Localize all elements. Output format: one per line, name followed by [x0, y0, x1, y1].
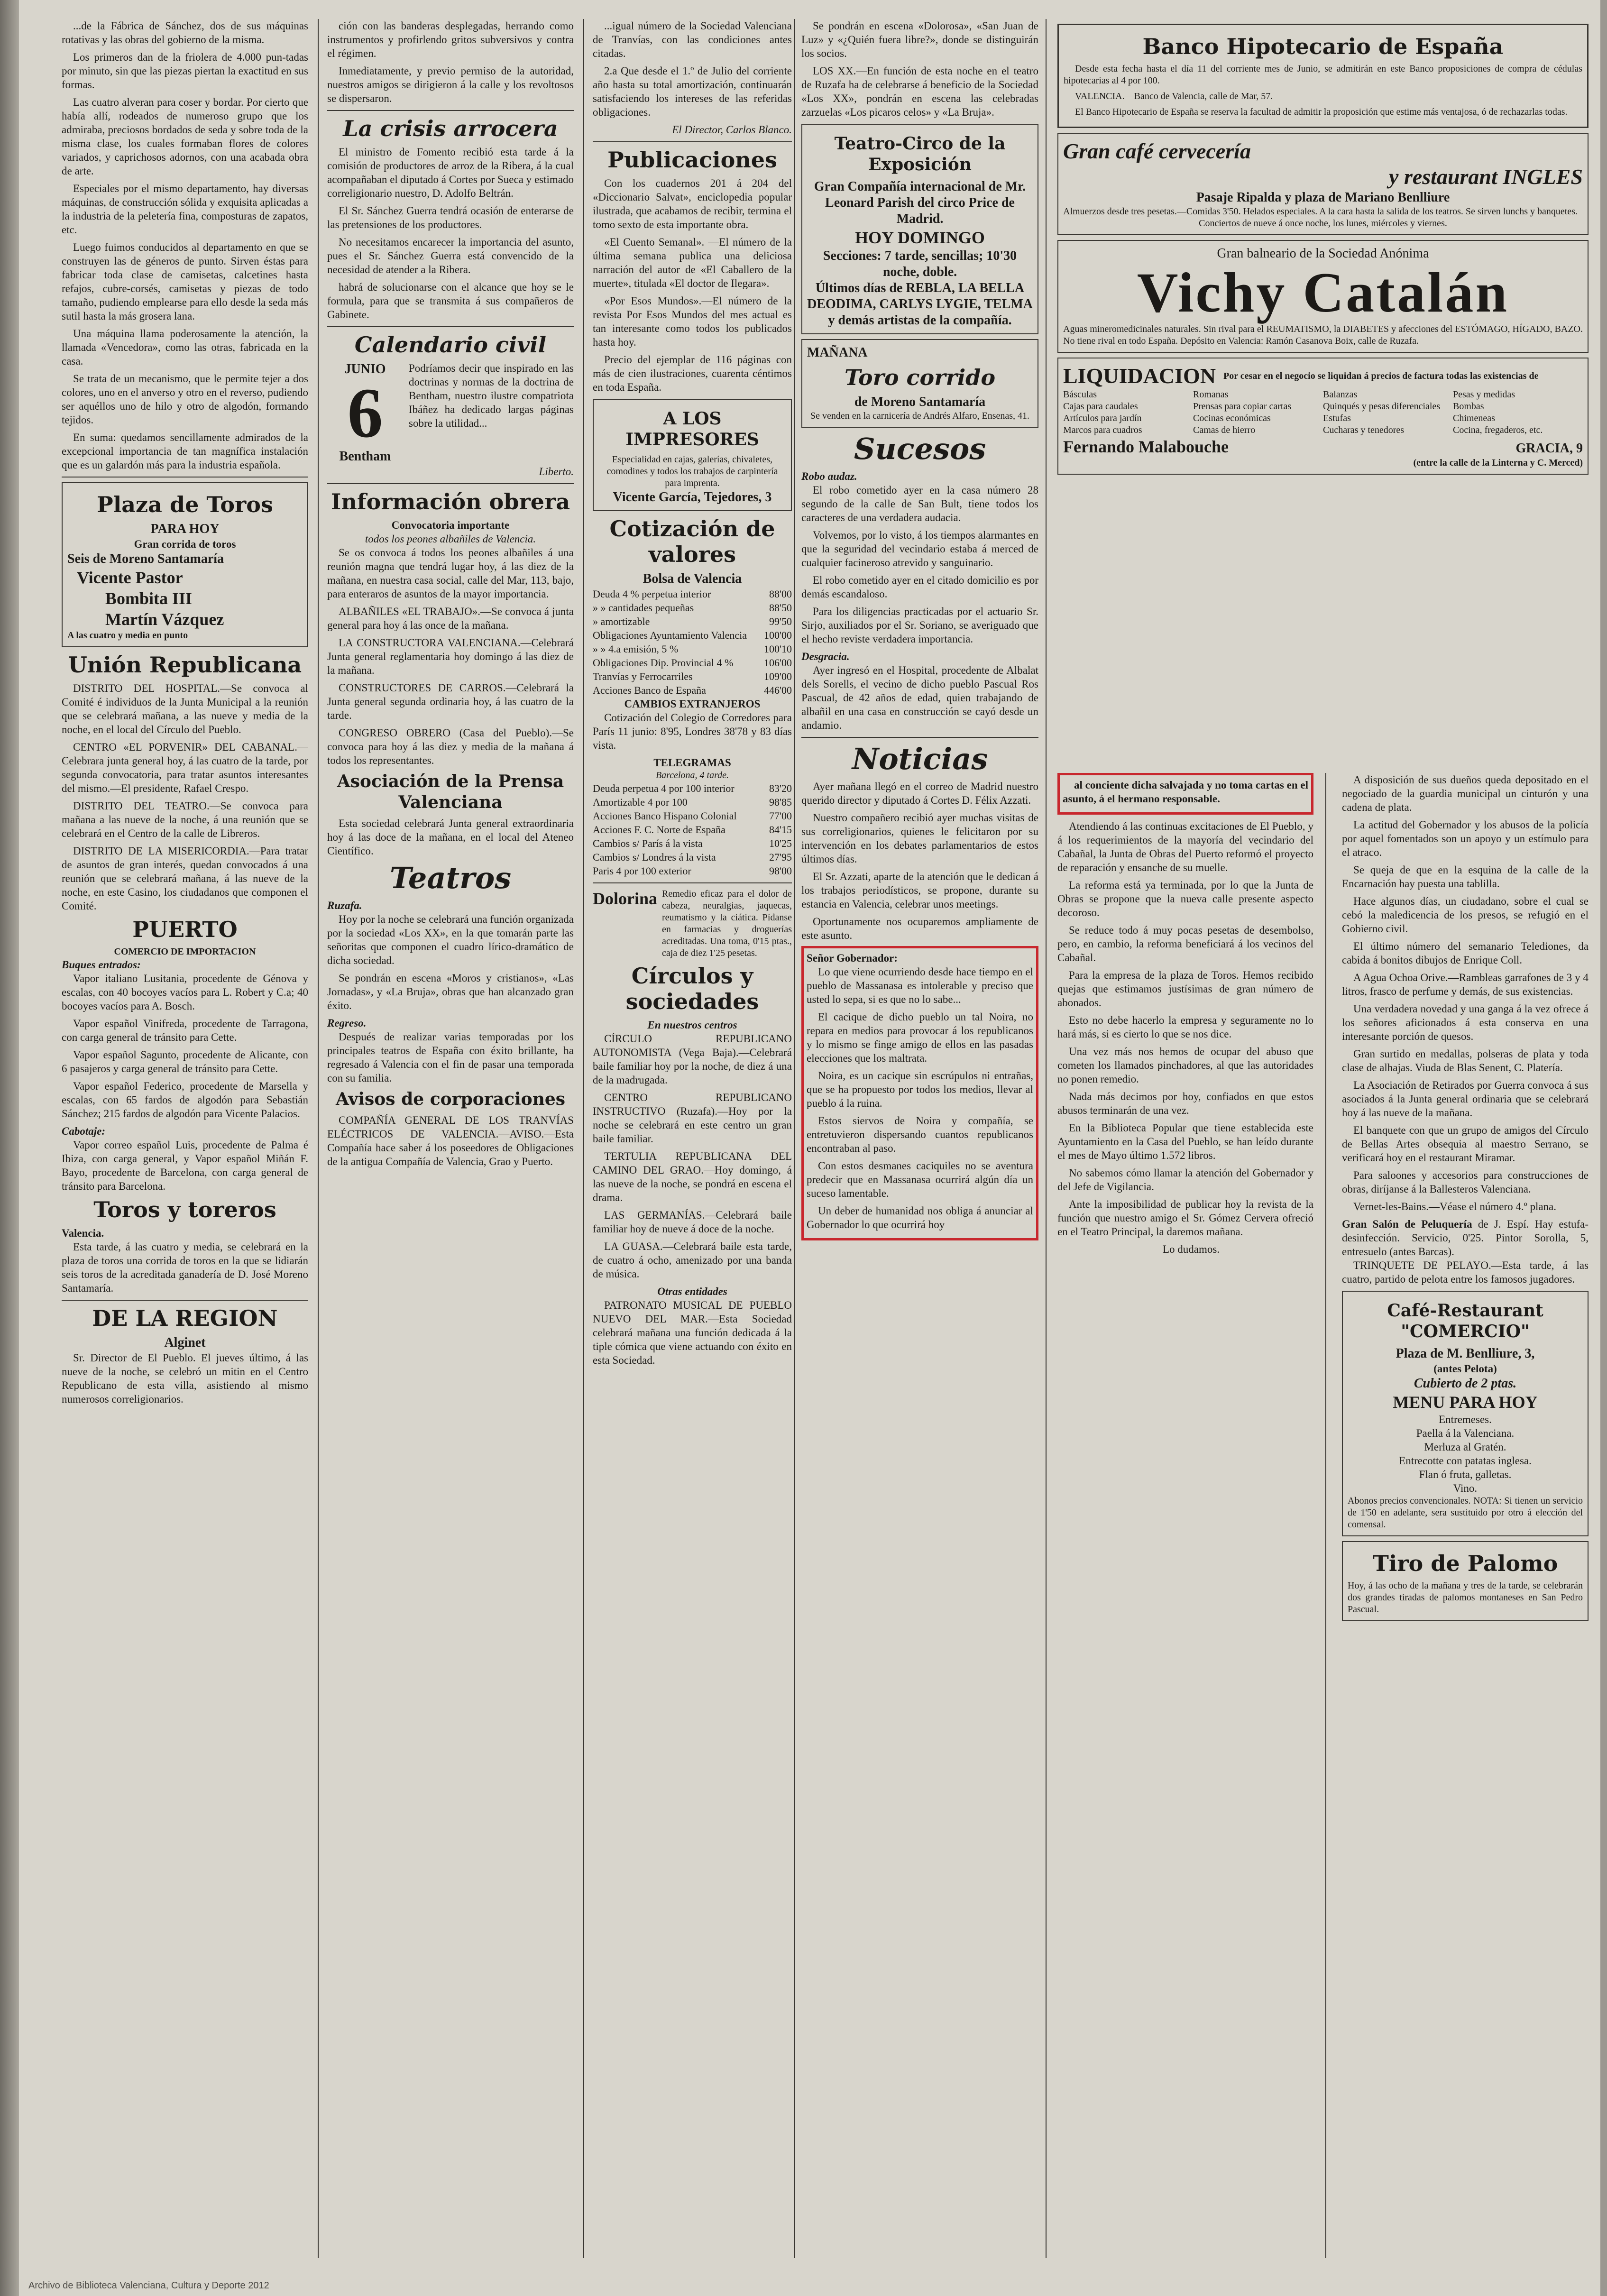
divider [327, 483, 574, 484]
row-label: Deuda perpetua 4 por 100 interior [593, 782, 735, 794]
section-heading: Asociación de la Prensa Valenciana [337, 771, 564, 812]
paragraph: CONSTRUCTORES DE CARROS.—Celebrará la Junta general segunda ordinaria hoy, á las cuatro de la tarde. [327, 682, 574, 721]
paragraph: Después de realizar varias temporadas por los principales teatros de España con éxito brillante, ha regresado á Valencia con el fin de pasar una temporada con su familia. [327, 1031, 574, 1084]
row-value: 100'10 [764, 643, 792, 655]
column-5 [1057, 773, 1313, 2258]
paragraph: Una vez más nos hemos de ocupar del abuso que cometen los llamados pinchadores, al que las autoridades no ponen remedio. [1057, 1046, 1313, 1085]
ad-address: Pasaje Ripalda y plaza de Mariano Benlliure [1196, 190, 1450, 205]
table-row [593, 670, 792, 683]
section-subheading: Valencia. [62, 1227, 104, 1239]
calendar-block [327, 361, 574, 465]
ad-bulls: Seis de Moreno Santamaría [67, 551, 224, 566]
paragraph: DISTRITO DE LA MISERICORDIA.—Para tratar de asuntos de gran interés, quedan convocados á una reunión que se celebrará mañana, á las nueve de la noche, en este Casino, los ciudadanos que componen el Comité. [62, 845, 308, 912]
row-value: 77'00 [769, 810, 792, 822]
ad-text: Se venden en la carnicería de Andrés Alfaro, Ensenas, 41. [810, 411, 1030, 421]
ad-text: Aguas mineromedicinales naturales. Sin rival para el REUMATISMO, la DIABETES y afecciones del ESTÓMAGO, HÍGADO, BAZO. No tiene rival en todo España. Depósito en Valencia: Ramón Casanova Boix, calle de Ruzafa. [1063, 324, 1583, 346]
paragraph: Ayer mañana llegó en el correo de Madrid nuestro querido director y diputado á Cortes D. Félix Azzati. [801, 781, 1038, 806]
paragraph: Hoy por la noche se celebrará una función organizada por la sociedad «Los XX», en la que tomarán parte las señoritas que componen el cuadro lírico-dramático de dicha sociedad. [327, 913, 574, 966]
signature: Liberto. [539, 466, 574, 478]
paragraph: TERTULIA REPUBLICANA DEL CAMINO DEL GRAO.—Hoy domingo, á las nueve de la noche, se pondrá en escena el drama. [593, 1150, 792, 1203]
paragraph: Sr. Director de El Pueblo. El jueves último, á las nueve de la noche, se celebró un mitin en el Centro Republicano de esta villa, asistiendo al mismo numerosos correligionarios. [62, 1352, 308, 1405]
section-heading: Sucesos [854, 432, 986, 466]
paragraph: Una verdadera novedad y una ganga á la vez ofrece á los señores aficionados á esta conserva en una interesante porción de quesos. [1342, 1003, 1589, 1042]
ad-sub: de Moreno Santamaría [854, 395, 986, 409]
paragraph: El último número del semanario Telediones, da cabida á bonitos dibujos de Enrique Coll. [1342, 940, 1589, 966]
tiro-palomo-ad [1342, 1541, 1589, 1621]
row-label: Cambios s/ París á la vista [593, 837, 703, 849]
liquidacion-items [1063, 389, 1583, 436]
table-row [593, 656, 792, 670]
paragraph: Vapor italiano Lusitania, procedente de Génova y escalas, con 40 bocoyes vacíos para L. Robert y C.a; 40 bocoyes vacíos para A. Bosch. [62, 973, 308, 1012]
paragraph: El cacique de dicho pueblo un tal Noira, no repara en medios para provocar á los republicanos y lo mismo se finge amigo de ellos en las pasadas elecciones que los maltrata. [807, 1011, 1033, 1064]
table-row [593, 615, 792, 628]
section-heading: Noticias [852, 742, 988, 776]
row-value: 88'50 [769, 602, 792, 614]
paragraph: ...de la Fábrica de Sánchez, dos de sus máquinas rotativas y las obras del gobierno de la misma. [62, 20, 308, 46]
calendar-day: 6 [347, 374, 383, 452]
ad-heading: LIQUIDACION [1063, 364, 1216, 388]
paragraph: LA CONSTRUCTORA VALENCIANA.—Celebrará Junta general reglamentaria hoy domingo á las diez de la mañana. [327, 637, 574, 676]
row-value: 10'25 [769, 837, 792, 849]
paragraph: CONGRESO OBRERO (Casa del Pueblo).—Se convoca para hoy á las diez y media de la mañana á todos los representantes. [327, 727, 574, 766]
paragraph: Se os convoca á todos los peones albañiles á una reunión magna que tendrá lugar hoy, á las diez de la mañana, en nuestra casa social, calle del Mar, 113, bajo, para enteraros de asuntos de la mayor importancia. [327, 547, 574, 600]
ad-heading: Café-Restaurant "COMERCIO" [1387, 1301, 1543, 1341]
section-heading: Círculos y sociedades [625, 963, 759, 1014]
ad-desc: Gran corrida de toros [134, 538, 236, 550]
list-item: Camas de hierro [1193, 425, 1256, 435]
paragraph: Ante la imposibilidad de publicar hoy la revista de la función que nuestro amigo el Sr. Gómez Cervera ofreció en el Teatro Principal, la daremos mañana. [1057, 1198, 1313, 1238]
ad-heading: Tiro de Palomo [1372, 1551, 1558, 1576]
list-item: Bombas [1453, 401, 1484, 412]
table-row [593, 850, 792, 864]
paragraph: ...igual número de la Sociedad Valenciana de Tranvías, con las condiciones antes citadas. [593, 20, 792, 59]
toro-corrido-ad [801, 339, 1038, 428]
paragraph: TRINQUETE DE PELAYO.—Esta tarde, á las cuatro, partido de pelota entre los famosos jugadores. [1342, 1259, 1589, 1285]
table-row [593, 809, 792, 823]
section-heading: Teatros [389, 861, 512, 895]
paragraph: Se pondrán en escena «Moros y cristianos», «Las Jornadas», y «La Bruja», obras que han alcanzado gran éxito. [327, 972, 574, 1011]
paragraph: Vernet-les-Bains.—Véase el número 4.º plana. [1353, 1201, 1557, 1212]
column-2 [327, 19, 574, 2258]
section-heading: Cotización de valores [609, 516, 775, 567]
paragraph: Vapor español Vinifreda, procedente de Tarragona, con carga general de tránsito para Cette. [62, 1018, 308, 1043]
ad-address: GRACIA, 9 [1515, 441, 1583, 456]
table-row [593, 781, 792, 795]
row-value: 98'00 [769, 865, 792, 877]
row-label: Acciones F. C. Norte de España [593, 824, 725, 836]
cafe-ingles-ad [1057, 133, 1589, 235]
list-item: Romanas [1193, 389, 1229, 400]
row-label: Paris 4 por 100 exterior [593, 865, 691, 877]
column-1 [62, 19, 308, 2258]
cafe-comercio-ad [1342, 1291, 1589, 1536]
menu-label: Entremeses. [1439, 1414, 1492, 1425]
divider [593, 882, 792, 883]
paragraph: Atendiendo á las continuas excitaciones de El Pueblo, y á los requerimientos de la mayoría del vecindario del Cabañal, la Junta de Obras del Puerto reformó el proyecto de reparación y ensanche de su muelle. [1057, 820, 1313, 873]
divider [327, 326, 574, 327]
ad-lead: Por cesar en el negocio se liquidan á precios de factura todas las existencias de [1223, 370, 1539, 381]
divider [593, 141, 792, 142]
calendar-month: JUNIO [344, 362, 386, 377]
liquidacion-ad [1057, 358, 1589, 475]
menu-heading: MENU PARA HOY [1393, 1393, 1538, 1412]
paragraph: Una máquina llama poderosamente la atención, la llamada «Vencedora», como las otras, fabricada en la casa. [62, 328, 308, 367]
label: Desgracia. [801, 651, 850, 662]
ad-heading: Gran Salón de Peluquería [1342, 1218, 1472, 1230]
paragraph: Ayer ingresó en el Hospital, procedente de Albalat dels Sorells, el vecino de dicho pueblo Pascual Ros Pascual, de 42 años de edad, quien trabajando de albañil en una casa en construcción se cayó desde un andamio. [801, 664, 1038, 731]
paragraph: Especiales por el mismo departamento, hay diversas máquinas, de construcción sólida y exquisita aplicadas a la industria de la peletería fina, composturas de zapatos, etc. [62, 183, 308, 236]
column-rule [1325, 773, 1326, 2258]
ad-text: Desde esta fecha hasta el día 11 del corriente mes de Junio, se admitirán en este Banco proposiciones de compra de cédulas hipotecarias al 4 por 100. [1064, 64, 1582, 86]
lead: todos los peones albañiles de Valencia. [365, 533, 536, 545]
divider [62, 477, 308, 478]
paragraph: Para los diligencias practicadas por el actuario Sr. Sirjo, auxiliados por el Sr. Soriano, se averiguado que el hecho reviste verdadera importancia. [801, 606, 1038, 645]
list-item: Marcos para cuadros [1063, 425, 1142, 435]
ad-heading: Plaza de Toros [97, 492, 273, 517]
paragraph: No sabemos cómo llamar la atención del Gobernador y del Jefe de Vigilancia. [1057, 1167, 1313, 1193]
row-value: 84'15 [769, 824, 792, 836]
table-row [593, 587, 792, 601]
section-heading: Publicaciones [607, 147, 777, 173]
paragraph: Lo que viene ocurriendo desde hace tiempo en el pueblo de Massanasa es intolerable y preciso que usted lo sepa, si es que no lo sabe... [807, 966, 1033, 1005]
paragraph: Estos siervos de Noira y compañía, se entretuvieron dispersando cuantos republicanos encontraban al paso. [807, 1115, 1033, 1154]
ad-heading: Dolorina [593, 889, 658, 908]
paragraph: Luego fuimos conducidos al departamento en que se construyen las de géneros de punto. Sirven éstas para fabricar toda clase de camisetas, calcetines hasta refajos, cubre-corsés, camisetas y piezas de todo tamaño, pudiendo emplearse para ello desde la seda más sutil hasta la más grosera lana. [62, 241, 308, 322]
paragraph: La Asociación de Retirados por Guerra convoca á sus asociados á la Junta general ordinaria que se celebrará hoy á las nueve de la mañana. [1342, 1079, 1589, 1119]
paragraph: Gran surtido en medallas, polseras de plata y toda clase de alhajas. Viuda de Blas Senent, C. Platería. [1342, 1048, 1589, 1074]
ad-address: Plaza de M. Benlliure, 3, [1396, 1346, 1535, 1361]
paragraph: LA GUASA.—Celebrará baile esta tarde, de cuatro á ocho, amenizado por una banda de música. [593, 1240, 792, 1280]
paragraph: No necesitamos encarecer la importancia del asunto, pues el Sr. Sánchez Guerra está convencido de la necesidad de atender a la Ribera. [327, 236, 574, 276]
plaza-toros-ad [62, 482, 308, 647]
row-label: » » 4.a emisión, 5 % [593, 643, 679, 655]
row-value: 27'95 [769, 851, 792, 863]
paragraph: Nuestro compañero recibió ayer muchas visitas de sus correligionarios, quienes le felicitaron por su intervención en los debates parlamentarios de estos últimos días. [801, 812, 1038, 865]
paragraph: A disposición de sus dueños queda depositado en el negociado de la guardia municipal un cinturón y una cadena de plata. [1342, 774, 1589, 813]
paragraph: CENTRO REPUBLICANO INSTRUCTIVO (Ruzafa).—Hoy por la noche se celebrará en este centro un gran baile familiar. [593, 1092, 792, 1145]
paragraph: Volvemos, por lo visto, á los tiempos alarmantes en que la seguridad del vecindario estaba á merced de cualquier facineroso atrevido y sanguinario. [801, 529, 1038, 569]
section-heading: PUERTO [132, 917, 238, 942]
list-item: Cucharas y tenedores [1323, 425, 1405, 435]
paragraph: CÍRCULO REPUBLICANO AUTONOMISTA (Vega Baja).—Celebrará baile familiar hoy por la noche, de diez á una de la madrugada. [593, 1033, 792, 1086]
bolsa-table [593, 587, 792, 697]
ad-heading: Gran café cervecería [1063, 139, 1251, 163]
ad-owner: Fernando Malabouche [1063, 437, 1229, 456]
ad-text: Especialidad en cajas, galerías, chivaletes, comodines y todos los trabajos de carpintería para imprenta. [606, 454, 778, 488]
letter-salutation: Señor Gobernador: [807, 952, 898, 964]
ad-pre: Gran balneario de la Sociedad Anónima [1217, 246, 1429, 261]
column-4 [801, 19, 1038, 2258]
row-value: 100'00 [764, 629, 792, 641]
ad-heading: Teatro-Circo de la Exposición [834, 134, 1006, 174]
paragraph: El Sr. Sánchez Guerra tendrá ocasión de enterarse de las pretensiones de los productores. [327, 205, 574, 230]
divider [327, 110, 574, 111]
paragraph: Se pondrán en escena «Dolorosa», «San Juan de Luz» y «¿Quién fuera libre?», donde se distinguirán los socios. [801, 20, 1038, 59]
highlighted-fragment [1057, 773, 1313, 815]
ad-heading: y restaurant INGLES [1389, 165, 1583, 189]
menu-item: Entrecotte con patatas inglesa. [1399, 1455, 1532, 1467]
ad-today: HOY DOMINGO [855, 228, 985, 247]
paragraph: El banquete con que un grupo de amigos del Círculo de Bellas Artes obsequia al maestro Serrano, se verificará hoy en el restaurant Miramar. [1342, 1124, 1589, 1164]
paragraph: 2.a Que desde el 1.º de Julio del corriente año hasta su total amortización, continuarán satisfaciendo los intereses de las referidas obligaciones. [593, 65, 792, 118]
table-row [593, 601, 792, 615]
ad-sessions: Secciones: 7 tarde, sencillas; 10'30 noche, doble. [823, 248, 1017, 279]
paragraph: Precio del ejemplar de 116 páginas con más de cien ilustraciones, cuarenta céntimos en toda España. [593, 354, 792, 393]
paragraph: Esto no debe hacerlo la empresa y seguramente no lo hará más, si es cierto lo que se nos dice. [1057, 1014, 1313, 1040]
table-row [593, 823, 792, 836]
table-row [593, 836, 792, 850]
row-label: » » cantidades pequeñas [593, 602, 694, 614]
newspaper-page [19, 0, 1600, 2296]
paragraph: Para la empresa de la plaza de Toros. Hemos recibido quejas que estimamos justísimas de gran número de abonados. [1057, 969, 1313, 1009]
paragraph: En la Biblioteca Popular que tiene establecida este Ayuntamiento en la Casa del Pueblo, se han leído durante el mes de Mayo último 1.572 libros. [1057, 1122, 1313, 1161]
ad-time: A las cuatro y media en punto [67, 630, 188, 641]
ad-sub: PARA HOY [150, 522, 220, 536]
paragraph: Esta sociedad celebrará Junta general extraordinaria hoy á las doce de la mañana, en el local del Ateneo Científico. [327, 817, 574, 857]
paragraph: La actitud del Gobernador y los abusos de la policía por aquel fomentados son un apoyo y un estímulo para el atraco. [1342, 819, 1589, 858]
column-rule [1046, 19, 1047, 2258]
row-label: Tranvías y Ferrocarriles [593, 670, 693, 682]
impresores-ad [593, 399, 792, 511]
ad-note: Abonos precios convencionales. NOTA: Si tienen un servicio de 1'50 en adelante, sera sustituido por otro á elección del comensal. [1348, 1496, 1583, 1530]
list-item: Estufas [1323, 413, 1351, 423]
matador-name: Martín Vázquez [105, 610, 224, 629]
menu-item: Merluza al Gratén. [1424, 1441, 1506, 1453]
ad-heading: Banco Hipotecario de España [1142, 34, 1504, 59]
section-subheading: Otras entidades [657, 1286, 727, 1297]
paragraph: Vapor correo español Luis, procedente de Palma é Ibiza, con carga general, y Vapor español Miñán F. Bayo, procedente de Barcelona, con carga general de tránsito para Barcelona. [62, 1139, 308, 1192]
ad-heading: Toro corrido [844, 365, 996, 390]
ad-text: Remedio eficaz para el dolor de cabeza, neuralgias, jaquecas, reumatismo y la ciática. Pídanse en farmacias y droguerías acreditadas. Una toma, 0'15 ptas., caja de diez 1'25 pesetas. [662, 889, 792, 958]
dateline: Barcelona, 4 tarde. [655, 770, 729, 781]
section-subheading: Bolsa de Valencia [643, 571, 742, 586]
row-label: » amortizable [593, 615, 650, 627]
intro-text [62, 19, 308, 472]
paragraph: DISTRITO DEL HOSPITAL.—Se convoca al Comité é individuos de la Junta Municipal a la reunión que se celebrará mañana, a las nueve y media de la noche, en el local del Círculo del Pueblo. [62, 682, 308, 735]
table-row [593, 683, 792, 697]
list-item: Cajas para caudales [1063, 401, 1138, 412]
list-item: Balanzas [1323, 389, 1358, 400]
paragraph: El Sr. Azzati, aparte de la atención que le dedican á los trabajos periodísticos, se propone, durante su estancia en Valencia, celebrar unos meetings. [801, 871, 1038, 910]
section-subheading: Convocatoria importante [391, 519, 510, 531]
paragraph: Con estos desmanes caciquiles no se aventura predecir que en Massanasa ocurrirá algún día un suceso lamentable. [807, 1160, 1033, 1199]
ad-between: (entre la calle de la Linterna y C. Merced) [1413, 458, 1583, 468]
liquidacion-top [1063, 363, 1583, 389]
paragraph: COMPAÑÍA GENERAL DE LOS TRANVÍAS ELÉCTRICOS DE VALENCIA.—AVISO.—Esta Compañía hace saber á los poseedores de Obligaciones de la antigua Compañía de Valencia, Grao y Puerto. [327, 1114, 574, 1167]
archive-credit: Archivo de Biblioteca Valenciana, Cultura y Deporte 2012 [28, 2280, 269, 2291]
calendar-saint: Bentham [339, 449, 391, 464]
telegramas-table [593, 781, 792, 878]
ad-address-note: (antes Pelota) [1433, 1363, 1497, 1375]
paragraph: Vapor español Sagunto, procedente de Alicante, con 6 pasajeros y carga general de tránsito para Cette. [62, 1049, 308, 1075]
list-item: Básculas [1063, 389, 1097, 400]
ad-artists: Últimos días de REBLA, LA BELLA DEODIMA, CARLYS LYGIE, TELMA y demás artistas de la compañía. [807, 281, 1033, 328]
section-heading: Calendario civil [354, 332, 547, 358]
calendar-date [327, 361, 403, 465]
row-value: 106'00 [764, 657, 792, 669]
row-label: Obligaciones Dip. Provincial 4 % [593, 657, 734, 669]
paragraph: Los primeros dan de la friolera de 4.000 pun-tadas por minuto, sin que las piezas piertan la exactitud en sus formas. [62, 51, 308, 91]
ad-concerts: Conciertos de nueve á once noche, los lunes, miércoles y viernes. [1199, 218, 1447, 229]
table-row [593, 642, 792, 656]
ad-text: de J. Espí. Hay estufa-desinfección. Servicio, 0'25. Pintor Sorolla, 5, entresuelo (antes Barcas). [1342, 1218, 1589, 1258]
paragraph: Oportunamente nos ocuparemos ampliamente de este asunto. [801, 916, 1038, 941]
paragraph: Se queja de que en la esquina de la calle de la Encarnación hay puesta una tablilla. [1342, 864, 1589, 890]
ad-heading: A LOS IMPRESORES [625, 409, 759, 450]
row-label: Deuda 4 % perpetua interior [593, 588, 711, 600]
paragraph: A Agua Ochoa Orive.—Rambleas garrafones de 3 y 4 litros, frasco de perfume y demás, de sus existencias. [1342, 972, 1589, 997]
paragraph: Esta tarde, á las cuatro y media, se celebrará en la plaza de toros una corrida de toros en la que se lidiarán seis toros de la acreditada ganadería de D. José Moreno Santamaría. [62, 1241, 308, 1294]
paragraph: «Por Esos Mundos».—El número de la revista Por Esos Mundos del mes actual es tan interesante como todos los publicados hasta hoy. [593, 295, 792, 348]
ad-text: Almuerzos desde tres pesetas.—Comidas 3'50. Helados especiales. A la cara hasta la salida de los teatros. Se sirven lunchs y banquetes. [1063, 206, 1578, 217]
page-spine [0, 0, 19, 2296]
paragraph: Vapor español Federico, procedente de Marsella y escalas, con 65 fardos de algodón para Sebastián Sánchez; 215 fardos de algodón para Vicente Palacios. [62, 1080, 308, 1120]
section-subheading: COMERCIO DE IMPORTACION [114, 946, 256, 957]
divider [801, 737, 1038, 738]
row-value: 98'85 [769, 796, 792, 808]
list-item: Cocinas económicas [1193, 413, 1271, 423]
paragraph: PATRONATO MUSICAL DE PUEBLO NUEVO DEL MAR.—Esta Sociedad celebrará mañana una función dedicada á la tiple cómica que viene actuando con éxito en esta Sociedad. [593, 1299, 792, 1366]
list-item: Quinqués y pesas diferenciales [1323, 401, 1441, 412]
menu-item: Paella á la Valenciana. [1416, 1427, 1515, 1439]
section-heading: Información obrera [331, 489, 570, 514]
ads-block [1057, 19, 1589, 768]
paragraph: ción con las banderas desplegadas, herrando como instrumentos y profirlendo gritos subversivos y contra el régimen. [327, 20, 574, 59]
row-value: 88'00 [769, 588, 792, 600]
liquidacion-bottom [1063, 436, 1583, 457]
ad-heading: Vichy Catalán [1137, 261, 1509, 324]
paragraph: Nada más decimos por hoy, confiados en que estos abusos terminarán de una vez. [1057, 1091, 1313, 1116]
paragraph: DISTRITO DEL TEATRO.—Se convoca para mañana a las nueve de la noche, á una reunión que se celebrará en el Centro de la calle de Libreros. [62, 800, 308, 839]
table-row [593, 864, 792, 878]
section-heading: DE LA REGION [92, 1305, 278, 1331]
list-item: Cocina, fregaderos, etc. [1453, 425, 1543, 435]
section-subheading: Alginet [164, 1335, 206, 1350]
paragraph: CENTRO «EL PORVENIR» DEL CABANAL.—Celebrara junta general hoy, á las cuatro de la tarde, por segunda convocatoria, para tratar asuntos interesantes del mismo.—El presidente, Rafael Crespo. [62, 741, 308, 794]
list-item: Prensas para copiar cartas [1193, 401, 1292, 412]
column-3 [593, 19, 792, 2258]
row-label: Cambios s/ Londres á la vista [593, 851, 716, 863]
column-rule [794, 19, 795, 2258]
section-heading: Toros y toreros [93, 1197, 276, 1222]
ad-address: VALENCIA.—Banco de Valencia, calle de Mar, 57. [1075, 91, 1273, 101]
paragraph: El robo cometido ayer en la casa número 28 segundo de la calle de San Bult, tiene todos los caracteres de una verdadera audacia. [801, 484, 1038, 523]
paragraph: El robo cometido ayer en el citado domicilio es por demás escandaloso. [801, 574, 1038, 600]
dolorina-ad [593, 888, 792, 959]
paragraph: LOS XX.—En función de esta noche en el teatro de Ruzafa ha de celebrarse á beneficio de la Sociedad «Los XX», pondrán en escena las celebradas zarzuelas «Los picaros celos» y «La Bruja». [801, 65, 1038, 118]
list-item: Artículos para jardín [1063, 413, 1142, 423]
matador-name: Vicente Pastor [77, 568, 183, 587]
paragraph: El ministro de Fomento recibió esta tarde á la comisión de productores de arroz de la Ribera, á la cual acompañaban el diputado á Cortes por Sueca y estimado correligionario nuestro, D. Adolfo Beltrán. [327, 146, 574, 199]
paragraph: Lo dudamos. [1162, 1243, 1220, 1255]
list-item: Chimeneas [1453, 413, 1495, 423]
paragraph: Hace algunos días, un ciudadano, sobre el cual se cebó la maledicencia de los presos, se refugió en el Gobierno civil. [1342, 895, 1589, 935]
column-6 [1342, 773, 1589, 2258]
row-value: 83'20 [769, 782, 792, 794]
section-subheading: CAMBIOS EXTRANJEROS [624, 698, 761, 710]
banco-hipotecario-ad [1057, 24, 1589, 128]
matador-name: Bombita III [105, 589, 193, 608]
row-value: 109'00 [764, 670, 792, 682]
paragraph: LAS GERMANÍAS.—Celebrará baile familiar hoy de nueve á doce de la noche. [593, 1209, 792, 1235]
ad-closing: El Banco Hipotecario de España se reserva la facultad de admitir la proposición que estime más ventajosa, ó de rechazarlas todas. [1075, 107, 1568, 117]
row-label: Acciones Banco Hispano Colonial [593, 810, 737, 822]
ad-text: Hoy, á las ocho de la mañana y tres de la tarde, se celebrarán dos grandes tiradas de palomos montaneses en San Pedro Pascual. [1348, 1580, 1583, 1615]
paragraph: Inmediatamente, y previo permiso de la autoridad, nuestros amigos se dirigieron á la calle y los revoltosos se dispersaron. [327, 65, 574, 104]
paragraph: Se reduce todo á muy pocas pesetas de desembolso, pero, en cambio, la reforma beneficiará á los vecinos del Cabañal. [1057, 924, 1313, 964]
paragraph: al conciente dicha salvajada y no toma cartas en el asunto, á el hermano responsable. [1063, 779, 1308, 805]
label: Robo audaz. [801, 470, 857, 482]
calendar-text: Podríamos decir que inspirado en las doctrinas y normas de la doctrina de Bentham, nuestro ilustre compatriota Ibáñez ha dedicado largas páginas sobre la utilidad... [409, 362, 574, 429]
row-label: Amortizable 4 por 100 [593, 796, 688, 808]
section-heading: Unión Republicana [68, 652, 302, 678]
row-label: Obligaciones Ayuntamiento Valencia [593, 629, 747, 641]
table-row [593, 795, 792, 809]
paragraph: habrá de solucionarse con el alcance que hoy se le formula, para que se transmita á sus compañeros de Gabinete. [327, 281, 574, 321]
paragraph: Noira, es un cacique sin escrúpulos ni entrañas, que se ha propuesto por todos los medios, llevar al pueblo á la ruina. [807, 1070, 1033, 1109]
table-row [593, 628, 792, 642]
signature: El Director, Carlos Blanco. [672, 124, 792, 136]
column-rule [318, 19, 319, 2258]
teatro-circo-ad [801, 124, 1038, 334]
paragraph: Cotización del Colegio de Corredores para París 11 junio: 8'95, Londres 38'78 y 83 días vista. [593, 712, 792, 751]
paragraph: En suma: quedamos sencillamente admirados de la excepcional importancia de tan magnífica instalación que es un galardón más para la industria española. [62, 432, 308, 471]
ad-label: MAÑANA [807, 345, 868, 360]
label: Buques entrados: [62, 959, 141, 971]
paragraph: «El Cuento Semanal». —El número de la última semana publica una deliciosa narración del autor de «El Caballero de la muerte», titulada «El doctor de Ilegara». [593, 236, 792, 289]
paragraph: ALBAÑILES «EL TRABAJO».—Se convoca á junta general para hoy á las once de la mañana. [327, 606, 574, 631]
peluqueria-ad [1342, 1217, 1589, 1258]
row-value: 446'00 [764, 684, 792, 696]
paragraph: Se trata de un mecanismo, que le permite tejer a dos colores, uno en el anverso y otro en el reverso, pudiendo ser aquéllos uno de hilo y otro de algodón, formando tejidos. [62, 373, 308, 426]
paragraph: Con los cuadernos 201 á 204 del «Diccionario Salvat», enciclopedia popular ilustrada, que acabamos de recibir, termina el tomo sexto de esta importante obra. [593, 177, 792, 230]
section-heading: La crisis arrocera [343, 116, 558, 141]
paragraph: Las cuatro alveran para coser y bordar. Por cierto que había allí, rodeados de numeroso grupo que los admiraba, preciosos bordados de seda y sobre toda de la misma clase, los cuales formaban flores de colores variados, y caprichosos adornos, con una acabada obra de arte. [62, 96, 308, 177]
vichy-catalan-ad [1057, 240, 1589, 353]
label: Cabotaje: [62, 1125, 105, 1137]
divider [62, 1300, 308, 1301]
paragraph: Para saloones y accesorios para construcciones de obras, diríjanse á la Ballesteros Valenciana. [1342, 1169, 1589, 1195]
list-item: Pesas y medidas [1453, 389, 1515, 400]
label: Regreso. [327, 1017, 367, 1029]
menu-item: Flan ó fruta, galletas. [1419, 1469, 1512, 1480]
section-subheading: En nuestros centros [647, 1019, 737, 1031]
section-heading: Avisos de corporaciones [335, 1089, 566, 1109]
row-value: 99'50 [769, 615, 792, 627]
row-label: Acciones Banco de España [593, 684, 706, 696]
highlighted-letter [801, 946, 1038, 1240]
ad-company: Gran Compañía internacional de Mr. Leonard Parish del circo Price de Madrid. [814, 179, 1026, 226]
column-rule [583, 19, 584, 2258]
section-subheading: TELEGRAMAS [653, 757, 731, 769]
label: Ruzafa. [327, 900, 362, 911]
ad-address: Vicente García, Tejedores, 3 [613, 490, 772, 505]
paragraph: La reforma está ya terminada, por lo que la Junta de Obras se propone que la nueva calle presente aspecto decoroso. [1057, 879, 1313, 918]
ad-cubierto: Cubierto de 2 ptas. [1414, 1376, 1517, 1391]
paragraph: Un deber de humanidad nos obliga á anunciar al Gobernador lo que ocurrirá hoy [807, 1205, 1033, 1231]
menu-item: Vino. [1453, 1482, 1478, 1494]
